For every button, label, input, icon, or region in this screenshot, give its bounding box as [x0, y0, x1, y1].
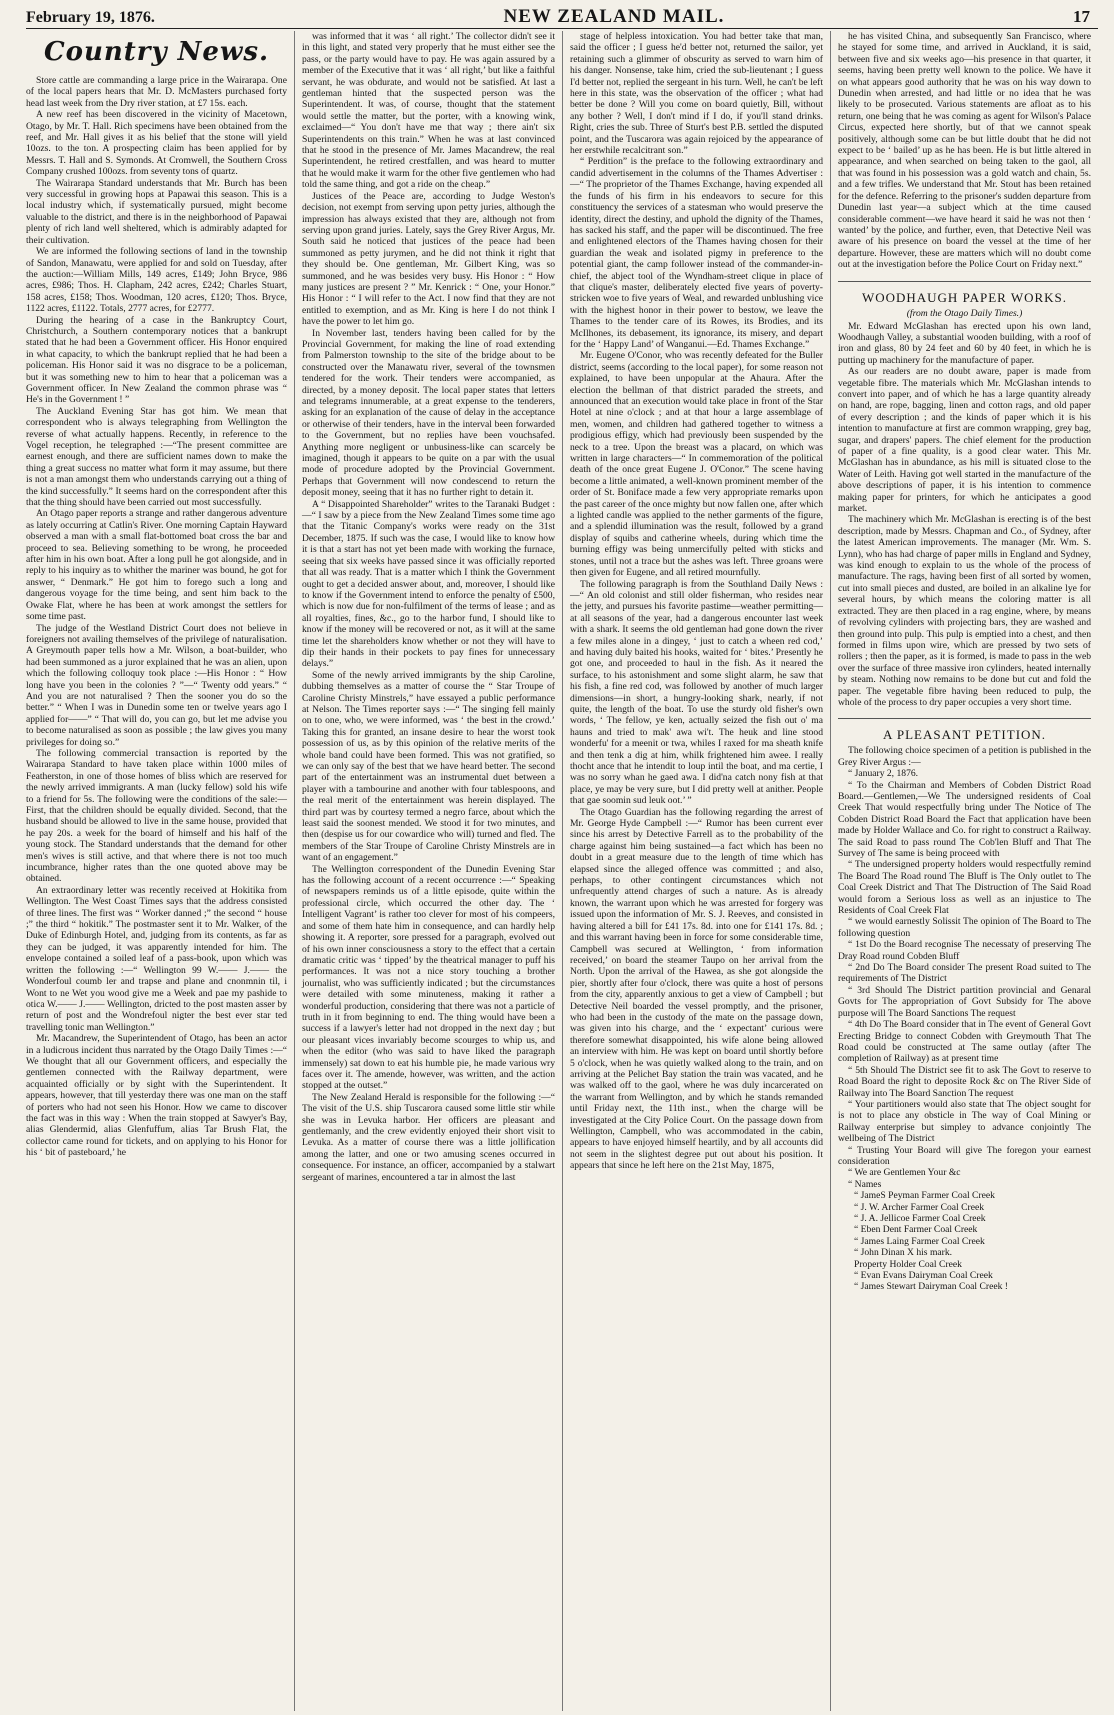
paragraph: “ Trusting Your Board will give The foregon your earnest consideration: [838, 1144, 1091, 1167]
paragraph: “ 5th Should The District see fit to ask The Govt to reserve to Road Board the right to deposite Rock &c on The River Side of Railway into The Board Sanction The request: [838, 1064, 1091, 1099]
paragraph: As our readers are no doubt aware, paper is made from vegetable fibre. The materials which Mr. McGlashan intends to convert into paper, and of which he has a large quantity already on hand, are rope, bagging, linen and cotton rags, and old paper of every description ; and the kinds of paper which it is his intention to manufacture at first are common wrapping, grey bag, sugar, and drapers' papers. The chief element for the production of paper of a fine quality, is a good clear water. This Mr. McGlashan has in abundance, as his mill is situated close to the Water of Leith. Having got well started in the manufacture of the above descriptions of paper, it is his intention to commence making paper for printers, for which he anticipates a good market.: [838, 366, 1091, 515]
signatory: “ James Laing Farmer Coal Creek: [854, 1235, 985, 1247]
paragraph: Store cattle are commanding a large price in the Wairarapa. One of the local papers hears that Mr. D. McMasters purchased forty head last week from the Dry river station, at £7 15s. each.: [26, 75, 287, 109]
petition-signatories: [838, 1190, 1091, 1293]
paragraph: Mr. Eugene O'Conor, who was recently defeated for the Buller district, seems (according to the local paper), for some reason not explained, to have been unpopular at the Ahaura. After the election the bellman of that district paraded the streets, and announced that an execution would take place in front of the Star Hotel at nine o'clock ; and at that hour a large assemblage of men, women, and children had gathered together to witness a prodigious effigy, which had previously been suspended by the neck to a tree. Upon the breast was a placard, on which was written in large characters—“ In commemoration of the political death of the once great Eugene J. O'Conor.” The scene having become a little animated, a well-known prominent member of the order of St. Boniface made a few very appropriate remarks upon the past career of the once mighty but now fallen one, after which a lighted candle was applied to the nether garments of the figure, and a splendid illumination was the result, followed by a grand display of squibs and catherine wheels, during which time the burning effigy was being unmercifully pelted with sticks and stones, until not a trace but the ashes was left. Three groans were then given for Eugene, and all retired mournfully.: [570, 350, 823, 579]
paragraph: was informed that it was ‘ all right.’ The collector didn't see it in this light, and stated very properly that he must either see the pass, or the party would have to pay. He was again assured by a member of the Executive that it was ‘ all right,’ but like a faithful servant, he was obdurate, and would not be satisfied. At last a gentleman hinted that the suspected person was the Superintendent. It was, of course, thought that the statement would settle the matter, but the porter, with a knowing wink, exclaimed—“ You don't have me that way ; there ain't six Superintendents on this train.” When he was at last convinced that he stood in the presence of Mr. James Macandrew, the real Superintendent, he retired crestfallen, and was heard to mutter that he would make it warm for the other five gentlemen who had told the same thing, and got a ride on the cheap.”: [302, 31, 555, 191]
paragraph: The New Zealand Herald is responsible for the following :—“ The visit of the U.S. ship Tuscarora caused some little stir while she was in Levuka harbor. Her officers are pleasant and gentlemanly, and the crew evidently enjoyed their short visit to Levuka. As a matter of course there was a little jollification among the latter, and one or two amusing scenes occurred in consequence. For instance, an officer, accompanied by a stalwart sergeant of marines, encountered a tar in almost the last: [302, 1091, 555, 1183]
column-2: [294, 31, 562, 1711]
signatory: “ JameS Peyman Farmer Coal Creek: [854, 1190, 995, 1202]
signatory: “ J. A. Jellicoe Farmer Coal Creek: [854, 1213, 986, 1224]
issue-date: February 19, 1876.: [26, 9, 155, 26]
paper-works-heading: WOODHAUGH PAPER WORKS.: [838, 281, 1091, 306]
article-columns: [26, 31, 1098, 1711]
paragraph: “ 2nd Do The Board consider The present Road suited to The requirements of The District: [838, 962, 1091, 985]
paragraph: “ Names: [848, 1178, 882, 1190]
petition-heading: A PLEASANT PETITION.: [838, 718, 1091, 743]
paragraph: “ January 2, 1876.: [848, 768, 919, 780]
masthead: [26, 6, 1098, 29]
paragraph: In November last, tenders having been called for by the Provincial Government, for making the line of road extending from Palmerston township to the site of the bridge about to be constructed over the Manawatu river, several of the townsmen tendered for the work. Their tenders were accompanied, as directed, by a money deposit. The local paper states that letters and telegrams innumerable, at a great expense to the tenderers, asking for an explanation of the cause of delay in the acceptance or otherwise of their tenders, have in the interval been forwarded to the Government, but no replies have been vouchsafed. Anything more negligent or unbusiness-like can scarcely be imagined, though it appears to be quite on a par with the usual mode of procedure adopted by the Provincial Government. Perhaps that Government will now condescend to return the deposit money, seeing that it has no further right to detain it.: [302, 327, 555, 499]
column-4: [830, 31, 1098, 1711]
signatory: “ J. W. Archer Farmer Coal Creek: [854, 1201, 985, 1213]
paragraph: An extraordinary letter was recently received at Hokitika from Wellington. The West Coast Times says that the address consisted of three lines. The first was “ Worker danned ;” the second “ house ;” the third “ hokitik.” The postmaster sent it to Mr. Walker, of the Duke of Edinburgh Hotel, and, judging from its contents, as far as they can be judged, it was apparently intended for him. The envelope contained a soiled leaf of a pass-book, upon which was written the following :—“ Wellington 99 W.—— J.—— the Wonderfoul coumb ler and trapse and plane and cnonmnin til, i Wont to ne Wet you wood give me a Week and pae my pashide to otica W.—— J.—— Wellington, dricted to the post masten asser by return of post and the Wondrefoul nigter the best ever star ted travelling tonic man Wellington.”: [26, 884, 287, 1033]
signatory: “ James Stewart Dairyman Coal Creek !: [854, 1281, 1008, 1293]
page-number: 17: [1073, 7, 1090, 26]
signatory: Property Holder Coal Creek: [854, 1258, 962, 1270]
paragraph: The Otago Guardian has the following regarding the arrest of Mr. George Hyde Campbell :—“ Rumor has been current ever since his arrest by Detective Farrell as to the probability of the charge against him being sustained—a fact which has been no doubt in a great measure due to the length of time which has elapsed since the alleged offence was committed ; and also, perhaps, to other contingent circumstances which not unfrequently attend charges of such a nature. As is already known, the warrant upon which he was arrested for forgery was issued upon the information of Mr. S. J. Reeves, and consisted in having altered a bill for £41 17s. 8d. into one for £141 17s. 8d. ; and this warrant having been in force for some considerable time, Campbell was secured at Wellington, ‘ from information received,’ on board the steamer Taupo on her arrival from the North. Upon the arrival of the Hawea, as she got alongside the pier, shortly after four o'clock, there was quite a host of persons from the city, apparently anxious to get a view of Campbell ; but Detective Neil boarded the vessel promptly, and the prisoner, who had been in the custody of the mate on the passage down, was given into his charge, and the ‘ expectant’ curious were therefore somewhat disappointed, his wife alone being allowed an interview with him. He was kept on board until shortly before 5 o'clock, when he was quietly walked along to the train, and on arriving at the Pelichet Bay station the train was vacated, and he was walked off to the gaol, where he was duly incarcerated on the warrant from Wellington, and by which he stands remanded until Friday next, the 11th inst., when the charge will be investigated at the City Police Court. On the passage down from Wellington, Campbell, who was accommodated in the cabin, appears to have enjoyed himself heartily, and by all accounts did not seem in the slightest degree put out about his position. It appears that since he left here on the 21st May, 1875,: [570, 806, 823, 1172]
petition-article: [838, 745, 1091, 1190]
paragraph: “ Your partitioners would also state that The object sought for is not to place any obsticle in The way of Coal Mining or Railway enterprise but simpley to advance conjointly The wellbeing of The District: [838, 1098, 1091, 1145]
paragraph: Some of the newly arrived immigrants by the ship Caroline, dubbing themselves as a matter of course the “ Star Troupe of Caroline Christy Minstrels,” have essayed a public performance at Nelson. The Times reporter says :—“ The singing fell mainly on to one, who, we were informed, was ‘ the best in the crowd.’ Taking this for granted, an insane desire to hear the worst took possession of us, as by this opinion of the relative merits of the whole band could have been formed. This was not gratified, so we can only say of the best that we have heard better. The second part of the entertainment was an instrumental duet between a player with a tambourine and another with four tablespoons, and the real merit of the entertainment was herein displayed. The third part was by courtesy termed a negro farce, about which the least said the soonest mended. We stood it for two minutes, and then (despise us for our cowardice who will) turned and fled. The members of the Star Troupe of Caroline Christy Minstrels are in want of an engagement.”: [302, 669, 555, 864]
paragraph: he has visited China, and subsequently San Francisco, where he stayed for some time, and arrived in Auckland, it is said, between five and six weeks ago—his presence in that quarter, it seems, having been pretty well known to the police. We have it on what appears good authority that he was on his way down to Dunedin when arrested, and had little or no idea that he was likely to be prosecuted. Various statements are afloat as to his return, one being that he was coming as agent for Wilson's Palace Circus, expected here shortly, but of that we cannot speak positively, although some can be but little doubt that he did not expect to be ‘ bailed’ up as he has been. He is but little altered in appearance, and when searched on being taken to the gaol, all that was found in his possession was a gold watch and chain, 5s. and a few trifles. We understand that Mr. Stout has been retained for the defence. Referring to the prisoner's sudden departure from Dunedin last year—a subject which at the time caused considerable comment—we have heard it said he was not then ‘ wanted’ by the police, and further, even, that Detective Neil was aware of his presence on board the vessel at the time of her departure. However, these are matters which will no doubt come out at the investigation before the Police Court on Friday next.”: [838, 31, 1091, 271]
paragraph: “ 4th Do The Board consider that in The event of General Govt Erecting Bridge to connect Cobden with Greymouth That The Road could be constructed at The same outlay (after The completion of Railway) as at present time: [838, 1019, 1091, 1065]
column-3-text: [570, 31, 823, 1172]
paragraph: The Auckland Evening Star has got him. We mean that correspondent who is always telegraphing from Wellington the reverse of what actually happens. Recently, in reference to the Vogel reception, he telegraphed :—“The present committee are earnest enough, and there are sufficient names down to make the thing a great success no matter what form it may assume, but there is not a man amongst them who understands carrying out a thing of the kind successfully.” It seems hard on the correspondent after this that the thing should have been carried out most successfully.: [26, 405, 287, 509]
signatory: “ John Dinan X his mark.: [854, 1247, 953, 1259]
paragraph: During the hearing of a case in the Bankruptcy Court, Christchurch, a Southern contemporary notices that a bankrupt stated that he had been a Government officer. His Honor enquired in what capacity, to which the bankrupt replied that he had been a policeman. His Honor said it was no disgrace to be a policeman, but it was something new to him to hear that a policeman was a Government officer. In New Zealand the common phrase was “ He's in the Government ! ”: [26, 314, 287, 406]
column-3: [562, 31, 830, 1711]
paragraph: An Otago paper reports a strange and rather dangerous adventure as lately occurring at Catlin's River. One morning Captain Hayward observed a man with a small flat-bottomed boat cross the bar and proceed to sea. Believing something to be wrong, he proceeded after him in his own boat. After a long pull he got alongside, and in reply to his inquiry as to whither the mariner was bound, he got for answer, “ Denmark.” He got him to forego such a long and dangerous voyage for the time being, and sent him back to the Owake Flat, where he has been at work amongst the settlers for some time past.: [26, 508, 287, 623]
paragraph: “ 1st Do the Board recognise The necessaty of preserving The Dray Road round Cobden Bluff: [838, 939, 1091, 962]
paragraph: Mr. Edward McGlashan has erected upon his own land, Woodhaugh Valley, a substantial wooden building, with a roof of iron and glass, 80 by 24 feet and 60 by 40 feet, in which he is putting up machinery for the manufacture of paper.: [838, 320, 1091, 366]
paragraph: The Wellington correspondent of the Dunedin Evening Star has the following account of a recent occurrence :—“ Speaking of newspapers reminds us of a little episode, quite within the professional circle, which occurred the other day. The ‘ Intelligent Vagrant’ is rather too clever for most of his compeers, and some of them hate him in consequence, and can hardly help showing it. A reporter, sore pressed for a paragraph, evolved out of his own inner consciousness a story to the effect that a certain dramatic critic was ‘ tipped’ by the theatrical manager to puff his performances. It was not a nice story touching a brother journalist, who was sufficiently indicated ; but the circumstances were detailed with some minuteness, making it rather a wonderful production, considering that there was not a particle of truth in it from beginning to end. The thing would have been a success if a lawyer's letter had not dropped in the next day ; but our pleasant vices invariably become scourges to whip us, and when the editor (who was said to have liked the paragraph immensely) sat down to eat his humble pie, he made various wry faces over it. The amende, however, was written, and the action stopped at the outset.”: [302, 863, 555, 1092]
paragraph: “ We are Gentlemen Your &c: [848, 1167, 961, 1179]
signatory: “ Evan Evans Dairyman Coal Creek: [854, 1270, 993, 1282]
paragraph: “ we would earnestly Solissit The opinion of The Board to The following question: [838, 916, 1091, 939]
paragraph: “ 3rd Should The District partition provincial and Genaral Govts for The appropriation of Govt Subsidy for The above purpose will The Board Sanctions The request: [838, 984, 1091, 1019]
column-1-text: [26, 75, 287, 1159]
paragraph: A “ Disappointed Shareholder” writes to the Taranaki Budget :—“ I saw by a piece from the New Zealand Times some time ago that the Titanic Company's works were ready on the 31st December, 1875. If such was the case, I would like to know how it is that a start has not yet been made with working the furnace, seeing that six weeks have passed since it was officially reported that all was ready. That is a matter which I think the Government ought to get a decided answer about, and, moreover, I should like to know if the Government intend to enforce the penalty of £500, which is now due for non-fulfilment of the terms of lease ; and as all royalties, fines, &c., go to the harbor fund, I should like to know if the money will be recovered or not, as it will at the same time let the shareholders know whether or not they will have to dip their hands in their pockets to pay fines for unnecessary delays.”: [302, 498, 555, 670]
paragraph: Mr. Macandrew, the Superintendent of Otago, has been an actor in a ludicrous incident thus narrated by the Otago Daily Times :—“ We thought that all our Government officers, and especially the gentlemen connected with the Railway department, were acquainted officially or by sight with the Superintendent. It appears, however, that till yesterday there was one man on the staff of porters who had not seen his Honor. How we came to discover the fact was in this way : When the train stopped at Sawyer's Bay, alias Glendermid, alias Glenfuffum, alias Tar Brush Flat, the collector came round for tickets, and on applying to his Honor for his ‘ bit of pasteboard,’ he: [26, 1033, 287, 1159]
paragraph: We are informed the following sections of land in the township of Sandon, Manawatu, were applied for and sold on Tuesday, after the auction:—William Mills, 149 acres, £149; John Bryce, 986 acres, £986; Thos. H. Clapham, 242 acres, £242; Charles Stuart, 158 acres, £158; Thos. Woodman, 120 acres, £120; Thos. Bryce, 1122 acres, £1122. Totals, 2777 acres, for £2777.: [26, 246, 287, 315]
paragraph: “ The undersigned property holders would respectfully remind The Board The Road round The Bluff is The Only outlet to The Coal Creek District and That The Distruction of The Said Road would forom a Serious loss as well as an injustice to The Residents of Coal Creek Flat: [838, 859, 1091, 917]
paragraph: Justices of the Peace are, according to Judge Weston's decision, not exempt from serving upon petty juries, although the impression has always existed that they are, although not from serving upon grand juries. Lately, says the Grey River Argus, Mr. South said he noticed that justices of the peace had been summoned as petty jurymen, and he did not think it right that they should be. One gentleman, Mr. Gilbert King, was so summoned, and he was besides very busy. His Honor : “ How many justices are present ? ” Mr. Kenrick : “ One, your Honor.” His Honor : “ I will refer to the Act. I now find that they are not entitled to exemption, and as Mr. King is here I do not think I have the power to let him go.: [302, 190, 555, 328]
paper-works-article: [838, 321, 1091, 709]
signatory: “ Eben Dent Farmer Coal Creek: [854, 1224, 978, 1236]
section-title: Country News.: [43, 37, 270, 67]
newspaper-title: NEW ZEALAND MAIL.: [503, 6, 725, 27]
paragraph: The following paragraph is from the Southland Daily News :—“ An old colonist and still older fisherman, who resides near the jetty, and pursues his favorite pastime—weather permitting—at all seasons of the year, had a dangerous encounter last week with a shark. It seems the old gentleman had gone down the river a few miles alone in a dingey, ‘ just to catch a wheen red cod,’ and having duly baited his hooks, waited for ‘ bites.’ Presently he got one, and proceeded to haul in the fish. As it neared the surface, to his astonishment and some slight alarm, he saw that his fish, a fine red cod, was followed by another of much larger dimensions—in short, a hungry-looking shark, nearly, if not quite, the length of the boat. To use the sturdy old fisher's own words, ‘ The fellow, ye ken, actually seized the fish out o' ma hauns and tried to mak' awa wi't. The heuk and line stood wonderfu' for a meenit or twa, whiles I raxed for ma sheath knife and then tenk a dig at him, whilk frightened him awee. I really thocht ance that he intendit to loup intil the boat, and ma certie, I was no sorry whan he gaed awa. I did'na catch nony fish at that place, ye may be very sure, but I did pretty well at anither. People that gae soomin sud leuk oot.’ ”: [570, 578, 823, 807]
paragraph: The Wairarapa Standard understands that Mr. Burch has been very successful in growing hops at Papawai this season. This is a local industry which, if systematically pursued, might become valuable to the district, and there is in the neighborhood of Papawai plenty of rich land well sheltered, which is admirably adapted for their cultivation.: [26, 177, 287, 246]
paragraph: The machinery which Mr. McGlashan is erecting is of the best description, made by Messrs. Chapman and Co., of Sydney, after the latest American improvements. The manager (Mr. Wm. S. Lynn), who has had charge of paper mills in England and Sydney, was kind enough to explain to us the whole of the process of manufacture. The rags, having been first of all sorted by women, cut into small pieces and dusted, are boiled in an alkaline lye for several hours, by which means the coloring matter is all extracted. They are then placed in a rag engine, where, by means of revolving cylinders with projecting bars, they are washed and then ground into pulp. This pulp is emptied into a chest, and then formed in films upon wire, which are pressed by two sets of rollers ; then the paper, as it is formed, is made to pass in the web over the surface of three massive iron cylinders, heated internally by steam. Nothing now remains to be done but cut and fold the paper. The vegetable fibre having been reduced to pulp, the whole of the process to dry paper occupies a very short time.: [838, 514, 1091, 708]
column-4-text: [838, 31, 1091, 271]
paragraph: “ To the Chairman and Members of Cobden District Road Board.—Gentlemen,—We The undersigned residents of Coal Creek That would respectfully bring under The Notice of The Cobden District Road Board the Fact that application have been made by Holder Wallace and Co. for right to construct a Railway. The said Road to pass round The Cob'len Bluff and That The Survey of The same is being proceed with: [838, 779, 1091, 859]
paragraph: The judge of the Westland District Court does not believe in foreigners not availing themselves of the privilege of naturalisation. A Greymouth paper tells how a Mr. Wilson, a boat-builder, who had been summoned as a juror explained that he was an alien, upon which the following colloquy took place :—His Honor : “ How long have you been in the colonies ? ”—“ Twenty odd years.” “ And you are not naturalised ? Then the sooner you do so the better.” “ When I was in Dunedin some ten or twelve years ago I applied for——” “ That will do, you can go, but let me advise you to become naturalised as soon as possible ; the law gives you many privileges for doing so.”: [26, 622, 287, 748]
paper-works-source: (from the Otago Daily Times.): [906, 307, 1023, 319]
column-2-text: [302, 31, 555, 1183]
paragraph: stage of helpless intoxication. You had better take that man, said the officer ; I guess he'd better not, returned the sailor, yet retaining such a glimmer of obscurity as served to warn him of his danger. Nonsense, take him, cried the sub-lieutenant ; I guess I'd better not, replied the sergeant in his turn. Well, he can't be left here in this state, was the observation of the officer ; what had better be done ? Will you come on board quietly, Bill, without any bother ? Well, I don't mind if I do, if you'll stand drinks. Right, cries the sub. Three of Sturt's best P.B. settled the disputed point, and the Tuscarora was again rejoiced by the appearance of her erstwhile recalcitrant son.”: [570, 31, 823, 157]
paragraph: “ Perdition” is the preface to the following extraordinary and candid advertisement in the columns of the Thames Advertiser :—“ The proprietor of the Thames Exchange, having expended all the funds of his firm in his endeavors to secure for this constituency the services of a statesman who would preserve the identity, direct the destiny, and uphold the dignity of the Thames, has sacked his staff, and the paper will be discontinued. The free and enlightened electors of the Thames having chosen for their guardian the weak and isolated pigmy in preference to the potential giant, the camp follower instead of the commander-in-chief, the abject tool of the Wyndham-street clique in place of that clique's master, deliberately elected five years of poverty-stricken woe to five years of Weal, and rewarded unblushing vice with the highest honor in their power to bestow, we leave the Thames to the tender care of its Rowes, its Brodies, and its McIlhones, its debasement, its ignorance, its misery, and depart for the ‘ Happy Land’ of Wanganui.—Ed. Thames Exchange.”: [570, 156, 823, 350]
paragraph: The following choice specimen of a petition is published in the Grey River Argus :—: [838, 745, 1091, 768]
paragraph: A new reef has been discovered in the vicinity of Macetown, Otago, by Mr. T. Hall. Rich specimens have been obtained from the reef, and Mr. Hall gives it as his belief that the stone will yield 10ozs. to the ton. A prospecting claim has been applied for by Messrs. T. Hall and S. Symonds. At Cromwell, the Southern Cross Company crushed 100ozs. from seventy tons of quartz.: [26, 109, 287, 178]
column-1: [26, 31, 294, 1711]
paragraph: The following commercial transaction is reported by the Wairarapa Standard to have taken place within 1000 miles of Featherston, in one of those homes of bliss which are reserved for the newly arrived immigrants. A man (lucky fellow) sold his wife to a friend for 5s. The following were the conditions of the sale:—First, that the children should be equally divided. Second, that the husband should be allowed to live in the same house, provided that he pay 20s. a week for the board of himself and his half of the young stock. The Standard understands that the demand for other men's wives is still active, and that where there is not too much incumbrance, higher rates than the one quoted above may be obtained.: [26, 747, 287, 885]
